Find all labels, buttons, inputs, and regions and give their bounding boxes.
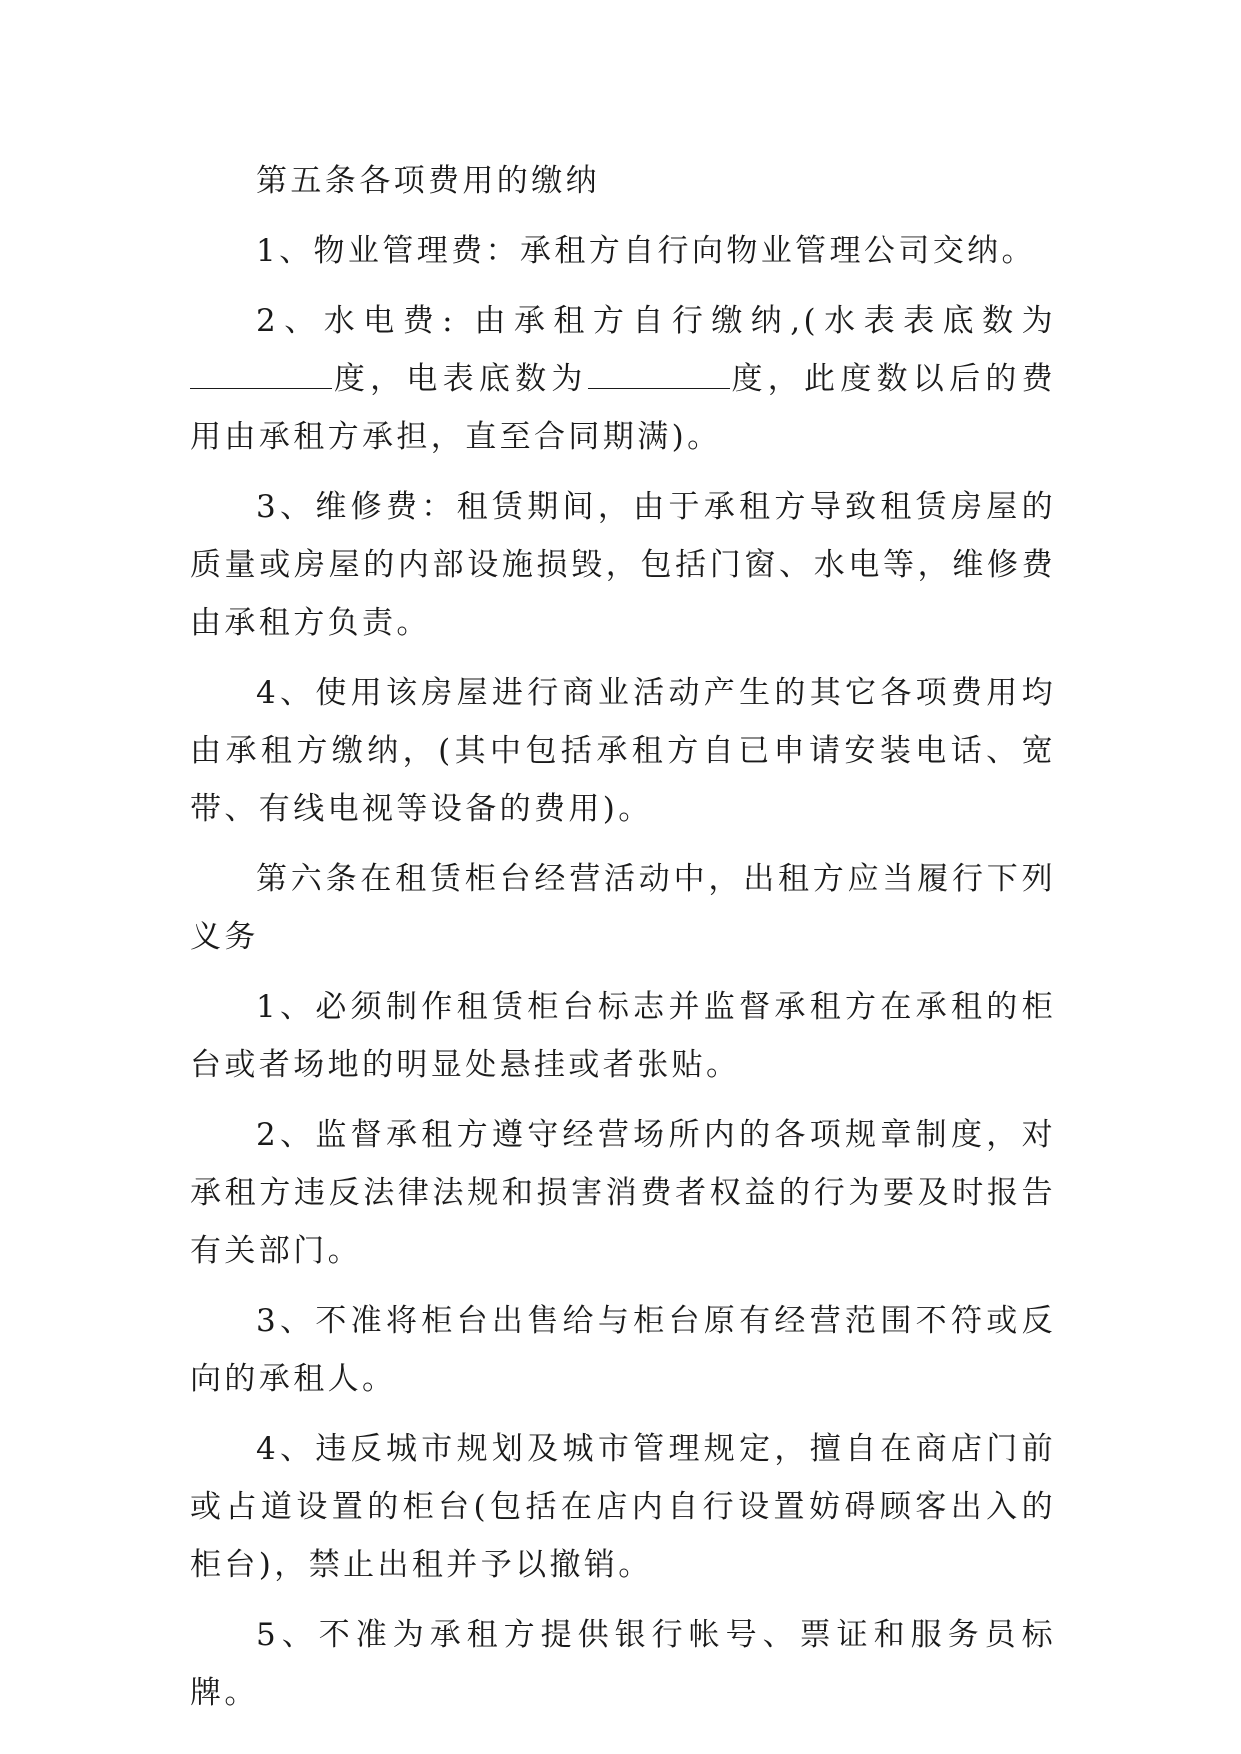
article-6-heading: 第六条在租赁柜台经营活动中，出租方应当履行下列义务 [190,861,1056,955]
article-6-item-2: 2、监督承租方遵守经营场所内的各项规章制度，对承租方违反法律法规和损害消费者权益的行为要及时报告有关部门。 [190,1117,1056,1269]
article-5-item-2-part-3: 度，此度数以后的费用由承租方承担，直至合同期满)。 [190,361,1056,455]
article-5-item-3: 3、维修费：租赁期间，由于承租方导致租赁房屋的质量或房屋的内部设施损毁，包括门窗、水电等，维修费由承租方负责。 [190,489,1056,641]
article-5-item-2 [190,292,1056,466]
article-6-item-4: 4、违反城市规划及城市管理规定，擅自在商店门前或占道设置的柜台(包括在店内自行设置妨碍顾客出入的柜台)，禁止出租并予以撤销。 [190,1431,1056,1583]
article-5-item-4: 4、使用该房屋进行商业活动产生的其它各项费用均由承租方缴纳，(其中包括承租方自已申请安装电话、宽带、有线电视等设备的费用)。 [190,675,1056,827]
document-body [190,152,1056,1734]
article-5-item-1: 1、物业管理费：承租方自行向物业管理公司交纳。 [256,233,1036,269]
article-6-item-5: 5、不准为承租方提供银行帐号、票证和服务员标牌。 [190,1617,1056,1711]
article-5-heading: 第五条各项费用的缴纳 [256,163,600,199]
article-5-item-2-part-2: 度，电表底数为 [332,361,588,397]
water-meter-blank [190,387,332,389]
article-6-item-3: 3、不准将柜台出售给与柜台原有经营范围不符或反向的承租人。 [190,1303,1056,1397]
article-6-item-1: 1、必须制作租赁柜台标志并监督承租方在承租的柜台或者场地的明显处悬挂或者张贴。 [190,989,1056,1083]
electric-meter-blank [588,387,730,389]
article-5-item-2-part-1: 2、水电费: 由承租方自行缴纳,(水表表底数为 [256,303,1056,339]
